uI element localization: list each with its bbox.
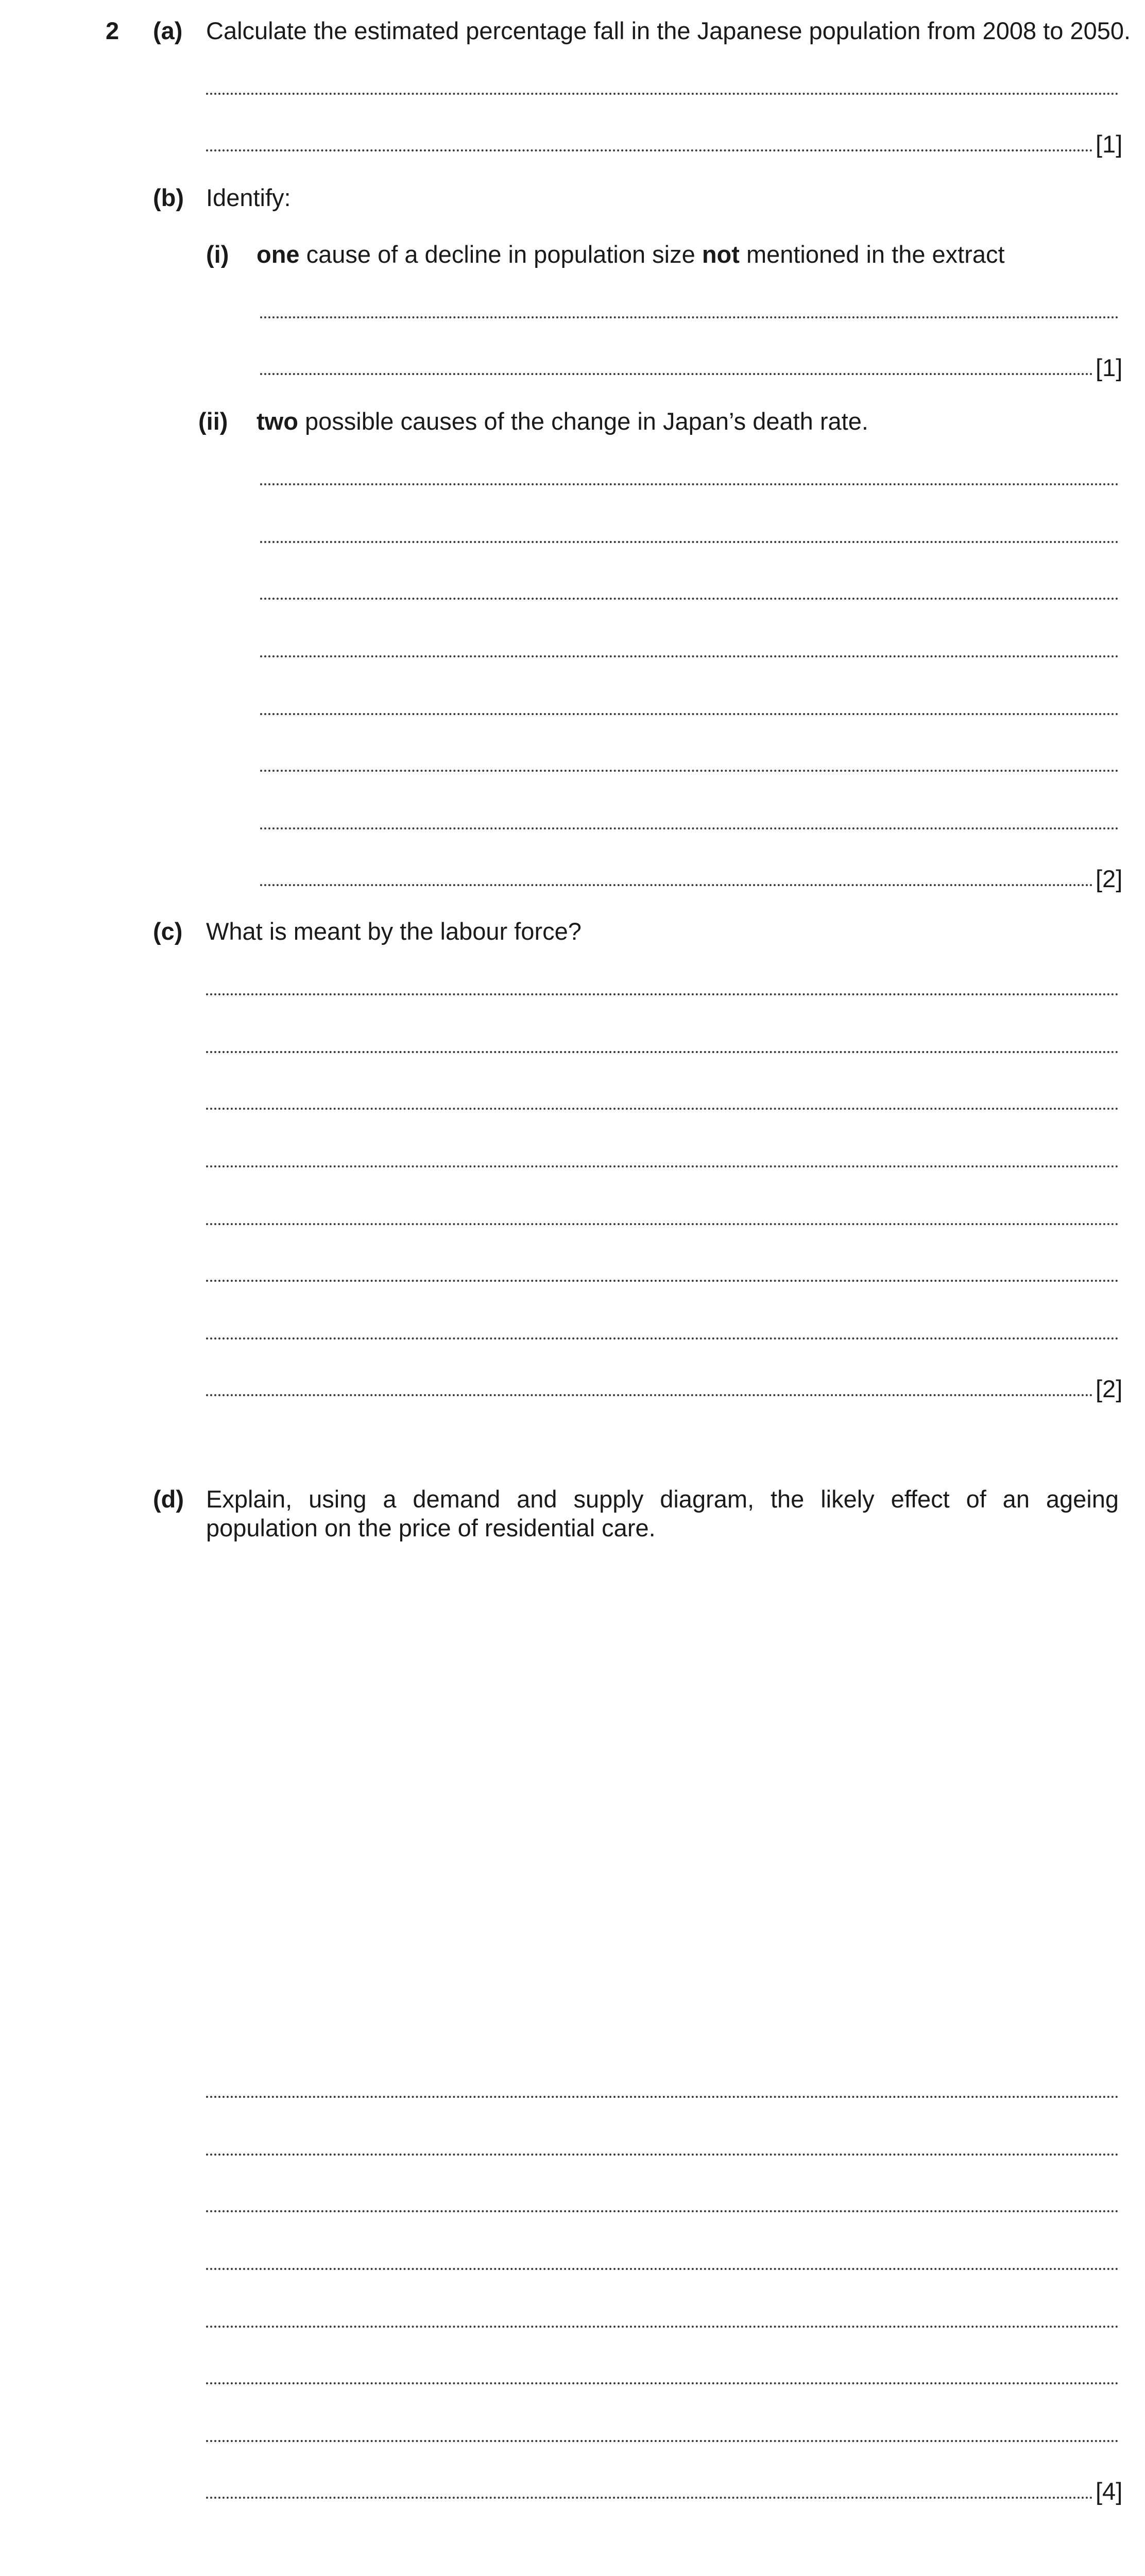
marks-a: [1]	[1096, 130, 1123, 158]
answer-line-a-1[interactable]	[206, 93, 1119, 95]
marks-c: [2]	[1096, 1375, 1123, 1402]
answer-line-c-4[interactable]	[206, 1165, 1119, 1167]
part-b-ii-label: (ii)	[198, 408, 228, 435]
emphasis-not: not	[702, 241, 740, 268]
answer-line-d-3[interactable]	[206, 2210, 1119, 2212]
answer-line-c-6[interactable]	[206, 1280, 1119, 1282]
answer-line-b-i-1[interactable]	[260, 316, 1119, 318]
answer-line-b-ii-4[interactable]	[260, 655, 1119, 657]
answer-line-d-7[interactable]	[206, 2440, 1119, 2442]
marks-d: [4]	[1096, 2478, 1123, 2505]
answer-line-b-ii-1[interactable]	[260, 483, 1119, 485]
part-b-i-text-2: mentioned in the extract	[739, 241, 1005, 268]
answer-line-d-6[interactable]	[206, 2382, 1119, 2384]
part-b-i-label: (i)	[206, 241, 229, 268]
marks-b-ii: [2]	[1096, 865, 1123, 892]
part-a-label: (a)	[153, 17, 183, 44]
answer-line-d-8[interactable]	[206, 2497, 1093, 2499]
emphasis-two: two	[257, 408, 298, 435]
part-b-ii-text: possible causes of the change in Japan’s death rate.	[298, 408, 868, 435]
answer-line-b-ii-2[interactable]	[260, 541, 1119, 543]
part-b-ii-question	[257, 407, 868, 436]
part-b-label: (b)	[153, 184, 184, 211]
answer-line-c-5[interactable]	[206, 1223, 1119, 1225]
answer-line-b-ii-6[interactable]	[260, 770, 1119, 772]
answer-line-d-5[interactable]	[206, 2326, 1119, 2328]
answer-line-b-ii-8[interactable]	[260, 884, 1093, 886]
part-b-i-question	[257, 240, 1005, 269]
part-c-label: (c)	[153, 918, 183, 945]
part-d-question: Explain, using a demand and supply diagram, the likely effect of an ageing population on the price of residential care.	[206, 1485, 1119, 1541]
answer-line-b-ii-7[interactable]	[260, 827, 1119, 829]
part-d-label: (d)	[153, 1485, 184, 1513]
diagram-space[interactable]	[206, 1551, 1119, 2071]
answer-line-c-8[interactable]	[206, 1394, 1093, 1396]
answer-line-c-3[interactable]	[206, 1108, 1119, 1110]
part-b-question: Identify:	[206, 184, 291, 211]
answer-line-c-1[interactable]	[206, 993, 1119, 995]
part-b-i-text-1: cause of a decline in population size	[299, 241, 702, 268]
answer-line-d-4[interactable]	[206, 2268, 1119, 2270]
marks-b-i: [1]	[1096, 354, 1123, 381]
answer-line-b-ii-5[interactable]	[260, 713, 1119, 715]
emphasis-one: one	[257, 241, 300, 268]
answer-line-b-ii-3[interactable]	[260, 598, 1119, 600]
part-c-question: What is meant by the labour force?	[206, 918, 582, 945]
answer-line-d-1[interactable]	[206, 2096, 1119, 2098]
answer-line-c-2[interactable]	[206, 1051, 1119, 1053]
answer-line-b-i-2[interactable]	[260, 373, 1093, 375]
answer-line-c-7[interactable]	[206, 1337, 1119, 1340]
part-a-question: Calculate the estimated percentage fall in the Japanese population from 2008 to 2050.	[206, 17, 1131, 44]
answer-line-d-2[interactable]	[206, 2154, 1119, 2156]
answer-line-a-2[interactable]	[206, 149, 1093, 151]
question-number: 2	[106, 17, 119, 44]
